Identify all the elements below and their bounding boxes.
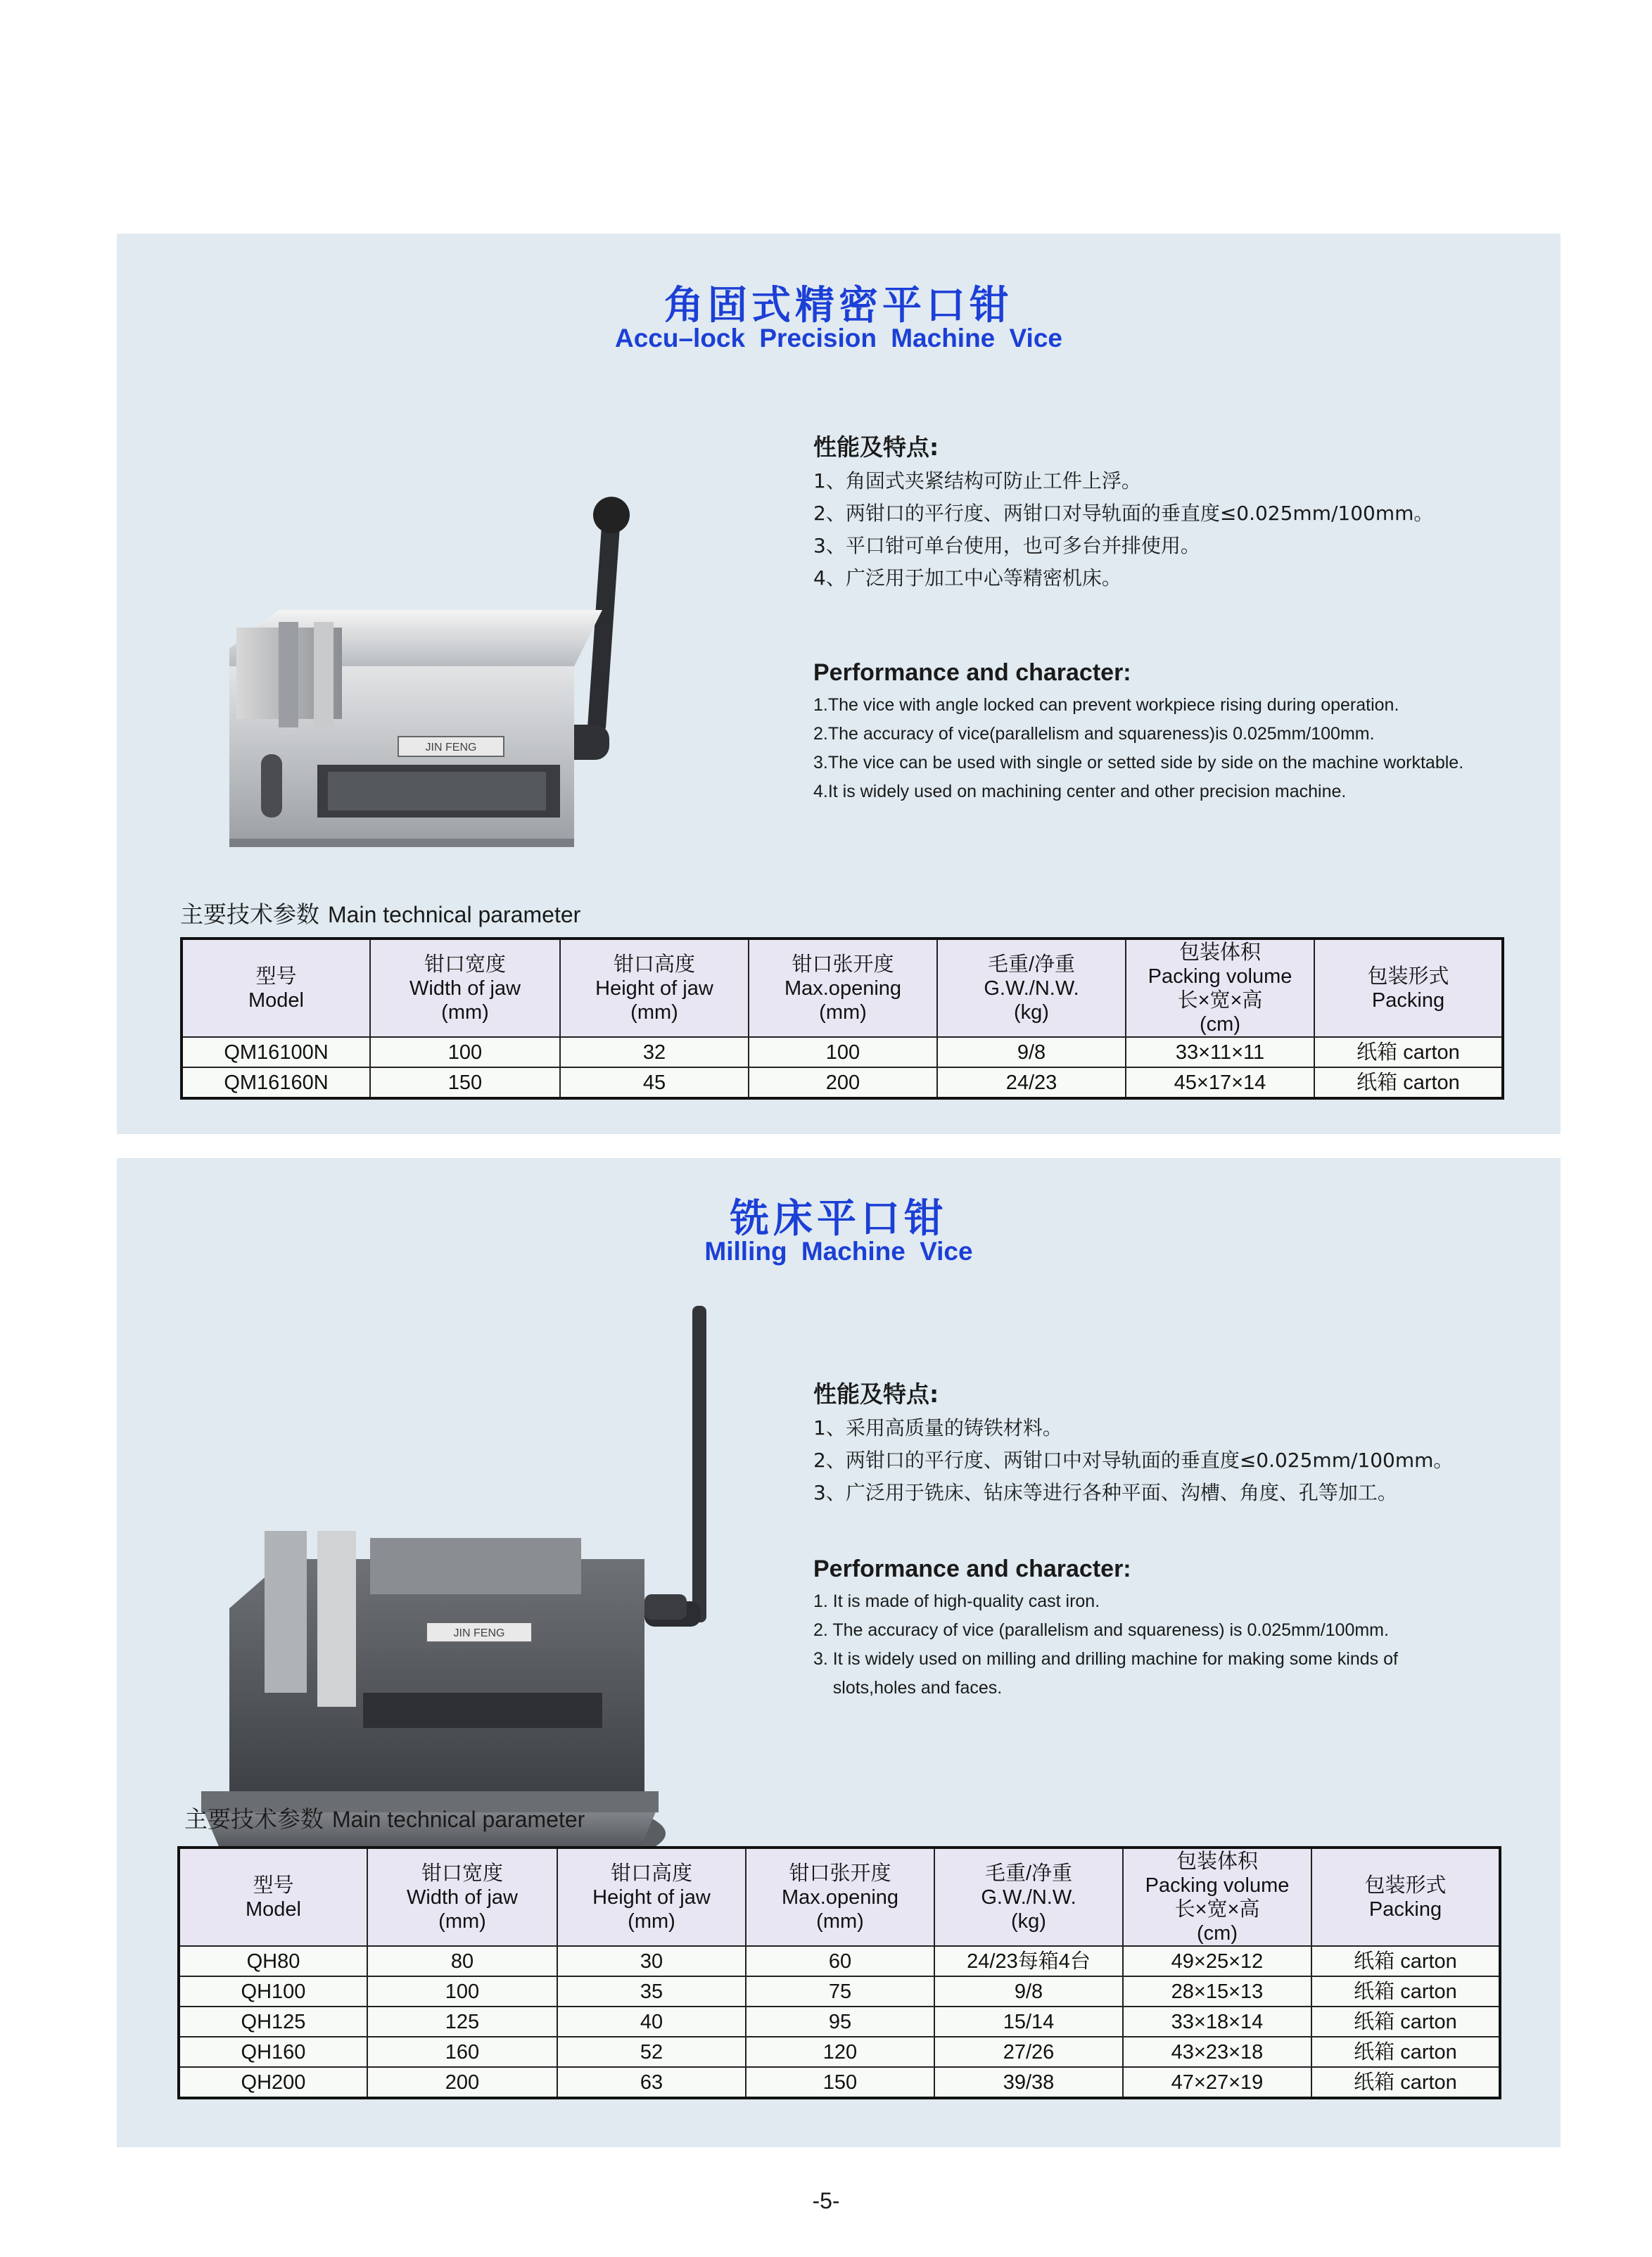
features-cn-heading: 性能及特点: bbox=[813, 433, 939, 461]
cell-packing: 纸箱 carton bbox=[1311, 1976, 1500, 2007]
table-row bbox=[182, 1067, 1503, 1098]
cell-width: 80 bbox=[367, 1946, 557, 1976]
cell-opening: 60 bbox=[746, 1946, 934, 1976]
col-header-opening: 钳口张开度 Max.opening (mm) bbox=[746, 1848, 934, 1946]
brand-plate-text: JIN FENG bbox=[453, 1627, 505, 1639]
section-accu-lock-vice bbox=[117, 234, 1561, 1134]
cell-volume: 33×18×14 bbox=[1123, 2007, 1311, 2037]
cell-weight: 9/8 bbox=[937, 1037, 1126, 1067]
feature-en-item: 1. It is made of high-quality cast iron. bbox=[813, 1591, 1100, 1611]
col-header-weight: 毛重/净重 G.W./N.W. (kg) bbox=[934, 1848, 1123, 1946]
cell-volume: 47×27×19 bbox=[1123, 2067, 1311, 2098]
cell-packing: 纸箱 carton bbox=[1311, 1946, 1500, 1976]
cell-opening: 150 bbox=[746, 2067, 934, 2098]
feature-en-item: 2. The accuracy of vice (parallelism and squareness) is 0.025mm/100mm. bbox=[813, 1620, 1389, 1640]
col-header-height: 钳口高度 Height of jaw (mm) bbox=[557, 1848, 746, 1946]
section-title-cn: 铣床平口钳 bbox=[730, 1196, 948, 1242]
col-header-volume: 包装体积 Packing volume 长×宽×高 (cm) bbox=[1123, 1848, 1311, 1946]
cell-weight: 24/23每箱4台 bbox=[934, 1946, 1123, 1976]
feature-en-item: 1.The vice with angle locked can prevent workpiece rising during operation. bbox=[813, 695, 1399, 715]
col-header-model: 型号 Model bbox=[179, 1848, 367, 1946]
cell-opening: 75 bbox=[746, 1976, 934, 2007]
feature-cn-item: 2、两钳口的平行度、两钳口对导轨面的垂直度≤0.025mm/100mm。 bbox=[813, 502, 1434, 525]
cell-opening: 200 bbox=[749, 1067, 937, 1098]
param-title-en: Main technical parameter bbox=[332, 1807, 585, 1832]
cell-weight: 39/38 bbox=[934, 2067, 1123, 2098]
col-header-weight: 毛重/净重 G.W./N.W. (kg) bbox=[937, 939, 1126, 1037]
col-header-height: 钳口高度 Height of jaw (mm) bbox=[560, 939, 749, 1037]
feature-cn-item: 3、广泛用于铣床、钻床等进行各种平面、沟槽、角度、孔等加工。 bbox=[813, 1481, 1397, 1504]
cell-packing: 纸箱 carton bbox=[1311, 2067, 1500, 2098]
cell-height: 30 bbox=[557, 1946, 746, 1976]
section-title-cn: 角固式精密平口钳 bbox=[664, 283, 1013, 329]
feature-cn-item: 1、角固式夹紧结构可防止工件上浮。 bbox=[813, 469, 1141, 492]
features-block bbox=[813, 1376, 1552, 1509]
section-title-en: Accu–lock Precision Machine Vice bbox=[615, 324, 1062, 352]
col-header-packing: 包装形式 Packing bbox=[1314, 939, 1503, 1037]
cell-height: 52 bbox=[557, 2037, 746, 2067]
brand-plate-text: JIN FENG bbox=[425, 742, 477, 754]
param-title-en: Main technical parameter bbox=[328, 902, 581, 927]
cell-volume: 49×25×12 bbox=[1123, 1946, 1311, 1976]
param-title-cn: 主要技术参数 bbox=[180, 901, 319, 928]
features-en-heading: Performance and character: bbox=[813, 659, 1131, 686]
section-milling-vice bbox=[117, 1158, 1561, 2147]
feature-cn-item: 2、两钳口的平行度、两钳口中对导轨面的垂直度≤0.025mm/100mm。 bbox=[813, 1449, 1454, 1472]
cell-packing: 纸箱 carton bbox=[1311, 2037, 1500, 2067]
cell-weight: 27/26 bbox=[934, 2037, 1123, 2067]
cell-packing: 纸箱 carton bbox=[1314, 1037, 1503, 1067]
features-block bbox=[813, 429, 1552, 595]
table-row bbox=[179, 1946, 1500, 1976]
table-row bbox=[179, 2007, 1500, 2037]
col-header-width: 钳口宽度 Width of jaw (mm) bbox=[367, 1848, 557, 1946]
cell-model: QM16100N bbox=[182, 1037, 370, 1067]
page-number: -5- bbox=[812, 2188, 840, 2213]
cell-width: 150 bbox=[370, 1067, 560, 1098]
features-cn-heading: 性能及特点: bbox=[813, 1380, 939, 1408]
cell-height: 45 bbox=[560, 1067, 749, 1098]
spec-table bbox=[177, 1846, 1501, 2099]
cell-volume: 43×23×18 bbox=[1123, 2037, 1311, 2067]
cell-opening: 95 bbox=[746, 2007, 934, 2037]
feature-cn-item: 3、平口钳可单台使用，也可多台并排使用。 bbox=[813, 534, 1200, 557]
feature-en-item: 3. It is widely used on milling and drilling machine for making some kinds of bbox=[813, 1649, 1398, 1669]
section-title-en: Milling Machine Vice bbox=[704, 1237, 973, 1266]
cell-opening: 120 bbox=[746, 2037, 934, 2067]
cell-packing: 纸箱 carton bbox=[1314, 1067, 1503, 1098]
cell-width: 100 bbox=[367, 1976, 557, 2007]
col-header-volume: 包装体积 Packing volume 长×宽×高 (cm) bbox=[1126, 939, 1314, 1037]
feature-en-item: 3.The vice can be used with single or setted side by side on the machine worktable. bbox=[813, 753, 1464, 773]
cell-opening: 100 bbox=[749, 1037, 937, 1067]
cell-height: 32 bbox=[560, 1037, 749, 1067]
feature-cn-item: 4、广泛用于加工中心等精密机床。 bbox=[813, 566, 1122, 590]
cell-width: 125 bbox=[367, 2007, 557, 2037]
param-title bbox=[180, 896, 580, 929]
cell-weight: 24/23 bbox=[937, 1067, 1126, 1098]
cell-volume: 45×17×14 bbox=[1126, 1067, 1314, 1098]
feature-en-item: slots,holes and faces. bbox=[813, 1678, 1003, 1698]
col-header-packing: 包装形式 Packing bbox=[1311, 1848, 1500, 1946]
table-header-row bbox=[182, 939, 1503, 1037]
features-en-block bbox=[813, 659, 1552, 806]
cell-model: QH100 bbox=[179, 1976, 367, 2007]
cell-model: QH125 bbox=[179, 2007, 367, 2037]
table-row bbox=[182, 1037, 1503, 1067]
cell-height: 63 bbox=[557, 2067, 746, 2098]
cell-model: QH160 bbox=[179, 2037, 367, 2067]
param-title-cn: 主要技术参数 bbox=[184, 1805, 324, 1833]
table-row bbox=[179, 2037, 1500, 2067]
col-header-width: 钳口宽度 Width of jaw (mm) bbox=[370, 939, 560, 1037]
cell-width: 100 bbox=[370, 1037, 560, 1067]
spec-table bbox=[180, 937, 1504, 1100]
table-header-row bbox=[179, 1848, 1500, 1946]
cell-weight: 15/14 bbox=[934, 2007, 1123, 2037]
features-en-block bbox=[813, 1556, 1552, 1703]
cell-weight: 9/8 bbox=[934, 1976, 1123, 2007]
cell-width: 200 bbox=[367, 2067, 557, 2098]
feature-en-item: 4.It is widely used on machining center and other precision machine. bbox=[813, 782, 1347, 801]
table-row bbox=[179, 2067, 1500, 2098]
cell-height: 40 bbox=[557, 2007, 746, 2037]
cell-height: 35 bbox=[557, 1976, 746, 2007]
table-row bbox=[179, 1976, 1500, 2007]
cell-volume: 33×11×11 bbox=[1126, 1037, 1314, 1067]
col-header-opening: 钳口张开度 Max.opening (mm) bbox=[749, 939, 937, 1037]
features-en-heading: Performance and character: bbox=[813, 1556, 1131, 1582]
cell-packing: 纸箱 carton bbox=[1311, 2007, 1500, 2037]
cell-model: QH200 bbox=[179, 2067, 367, 2098]
cell-width: 160 bbox=[367, 2037, 557, 2067]
col-header-model: 型号 Model bbox=[182, 939, 370, 1037]
param-title bbox=[184, 1801, 585, 1834]
cell-model: QH80 bbox=[179, 1946, 367, 1976]
feature-cn-item: 1、采用高质量的铸铁材料。 bbox=[813, 1416, 1062, 1439]
cell-model: QM16160N bbox=[182, 1067, 370, 1098]
cell-volume: 28×15×13 bbox=[1123, 1976, 1311, 2007]
feature-en-item: 2.The accuracy of vice(parallelism and squareness)is 0.025mm/100mm. bbox=[813, 724, 1375, 744]
